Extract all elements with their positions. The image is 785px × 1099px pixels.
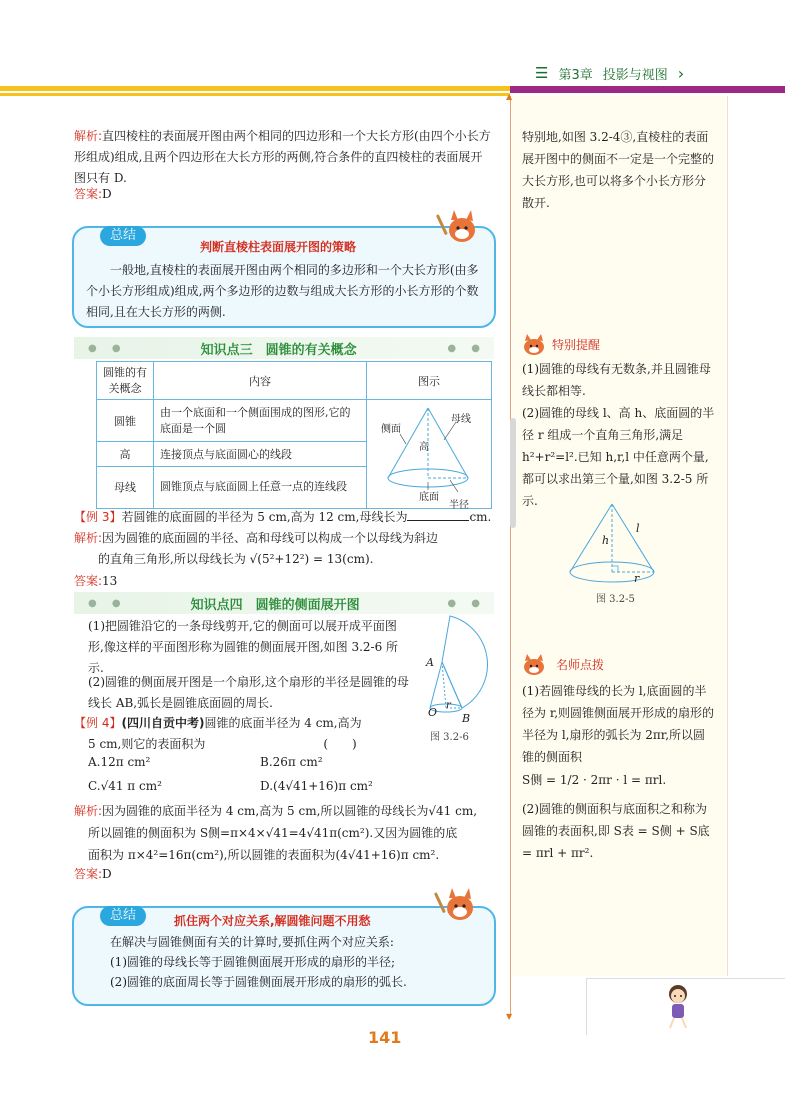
sector-diagram <box>410 612 496 722</box>
answer-label: 答案: <box>74 187 103 201</box>
example-3-solution <box>74 528 504 570</box>
example-label: 【例 3】 <box>74 510 122 524</box>
top-bar-purple <box>510 86 785 93</box>
bar-dots-right: ● ● <box>447 597 486 609</box>
figure-label-height: 高 <box>419 442 429 453</box>
table-cell-term: 母线 <box>97 466 154 508</box>
answer-row-4 <box>74 864 112 885</box>
question-unit: cm. <box>469 510 492 524</box>
example-4-question <box>74 713 414 755</box>
summary-title: 判断直棱柱表面展开图的策略 <box>200 240 357 254</box>
example-3-question <box>74 507 494 528</box>
fox-mascot-icon <box>436 206 482 248</box>
question-text: 若圆锥的底面圆的半径为 5 cm,高为 12 cm,母线长为 <box>121 510 408 524</box>
list-icon[interactable]: ☰ <box>535 64 549 82</box>
divider-arrow-bottom-icon: ▼ <box>506 1012 513 1021</box>
teacher-paragraph-1: (1)若圆锥母线的长为 l,底面圆的半径为 r,则圆锥侧面展开形成的扇形的半径为 l,扇形的弧长为 2πr,所以圆锥的侧面积 <box>522 684 715 764</box>
figure-label-radius: 半径 <box>449 500 469 511</box>
table-cell-content: 连接顶点与底面圆心的线段 <box>154 442 367 466</box>
answer-label: 答案: <box>74 867 103 881</box>
figure-caption-3-2-5: 图 3.2-5 <box>596 594 635 605</box>
summary-box-1 <box>72 226 496 328</box>
answer-value: 13 <box>102 574 118 588</box>
page-number: 141 <box>368 1028 402 1047</box>
fox-mascot-icon <box>434 884 480 926</box>
jiexi-label: 解析: <box>74 129 103 143</box>
tip-paragraph-2: (2)圆锥的母线 l、高 h、底面圆的半径 r 组成一个直角三角形,满足 h²+r²=l².已知 h,r,l 中任意两个量,都可以求出第三个量,如图 3.2-5 所示. <box>522 406 715 508</box>
teacher-tip-title: 名师点拨 <box>556 658 605 672</box>
jiexi-text: 直四棱柱的表面展开图由两个相同的四边形和一个大长方形(由四个小长方形组成)组成,且两个四边形在大长方形的两侧,符合条件的直四棱柱的表面展开图只有 D. <box>74 129 491 185</box>
jiexi-line: 所以圆锥的侧面积为 S侧=π×4×√41=4√41π(cm²).又因为圆锥的底 <box>88 826 458 840</box>
example-source: (四川自贡中考) <box>121 716 205 730</box>
sidebar-right-border <box>727 96 728 976</box>
knowledge-bar-3 <box>74 337 494 359</box>
answer-label: 答案: <box>74 574 103 588</box>
answer-paren: ( ) <box>323 737 357 751</box>
example-label: 【例 4】 <box>74 716 122 730</box>
question-line: 5 cm,则它的表面积为 <box>88 737 206 751</box>
jiexi-label: 解析: <box>74 804 103 818</box>
jiexi-line: 因为圆锥的底面圆的半径、高和母线可以构成一个以母线为斜边 <box>102 531 439 545</box>
fox-head-icon <box>520 654 548 676</box>
solution-block-1 <box>74 126 494 189</box>
jiexi-label: 解析: <box>74 531 103 545</box>
bar-dots-left: ● ● <box>88 597 127 609</box>
chapter-header[interactable] <box>535 62 775 84</box>
chevron-right-icon[interactable]: › <box>677 63 685 83</box>
sector-label-A: A <box>426 656 434 669</box>
summary-tag: 总结 <box>100 226 146 246</box>
option-C[interactable]: C.√41 π cm² <box>88 779 162 793</box>
figure-label-side: 侧面 <box>381 424 401 435</box>
table-cell-term: 圆锥 <box>97 400 154 442</box>
top-bar-yellow <box>0 86 510 91</box>
cone-label-h: h <box>602 534 610 547</box>
table-header-row <box>97 362 492 400</box>
figure-caption-3-2-6: 图 3.2-6 <box>430 732 469 743</box>
answer-value: D <box>102 187 112 201</box>
table-header: 图示 <box>367 362 492 400</box>
bar-dots-right: ● ● <box>447 342 486 354</box>
teacher-paragraph-2: (2)圆锥的侧面积与底面积之和称为圆锥的表面积,即 S表 = S侧 + S底 = πrl + πr². <box>522 802 710 860</box>
question-line: 圆锥的底面半径为 4 cm,高为 <box>204 716 362 730</box>
answer-row-1 <box>74 184 112 205</box>
jiexi-line: 的直角三角形,所以母线长为 √(5²+12²) = 13(cm). <box>98 552 374 566</box>
jiexi-line: 面积为 π×4²=16π(cm²),所以圆锥的表面积为(4√41+16)π cm². <box>88 848 440 862</box>
summary-line: 在解决与圆锥侧面有关的计算时,要抓住两个对应关系: <box>110 935 394 949</box>
chapter-label: 第3章 <box>558 67 593 83</box>
summary-tag: 总结 <box>100 906 146 926</box>
summary-body: 一般地,直棱柱的表面展开图由两个相同的多边形和一个大长方形(由多个小长方形组成)组成,两个多边形的边数与组成大长方形的小长方形的个数相同,且在大长方形的两侧. <box>86 263 479 319</box>
cone-label-r: r <box>634 572 640 585</box>
sector-label-O: O <box>428 706 438 719</box>
sector-label-r: r <box>446 700 451 711</box>
scrollbar-thumb[interactable] <box>510 418 516 528</box>
jiexi-line: 因为圆锥的底面半径为 4 cm,高为 5 cm,所以圆锥的母线长为√41 cm, <box>102 804 478 818</box>
tip-title: 特别提醒 <box>552 338 601 352</box>
fox-head-icon <box>520 334 548 356</box>
knowledge-title-4: 知识点四 圆锥的侧面展开图 <box>190 597 360 613</box>
option-B[interactable]: B.26π cm² <box>260 755 323 769</box>
table-row <box>97 400 492 442</box>
answer-blank <box>407 508 469 521</box>
table-header: 内容 <box>154 362 367 400</box>
right-cone-diagram <box>562 500 672 588</box>
option-A[interactable]: A.12π cm² <box>88 755 151 769</box>
answer-value: D <box>102 867 112 881</box>
table-cell-term: 高 <box>97 442 154 466</box>
summary-line: (2)圆锥的底面周长等于圆锥侧面展开形成的扇形的弧长. <box>110 975 407 989</box>
summary-line: (1)圆锥的母线长等于圆锥侧面展开形成的扇形的半径; <box>110 955 396 969</box>
table-cell-figure <box>367 400 492 509</box>
table-cell-content: 圆锥顶点与底面圆上任意一点的连线段 <box>154 466 367 508</box>
tip-paragraph-1: (1)圆锥的母线有无数条,并且圆锥母线长都相等. <box>522 362 711 398</box>
cone-label-l: l <box>636 522 640 535</box>
table-header: 圆锥的有关概念 <box>97 362 154 400</box>
divider-arrow-top-icon: ▲ <box>506 92 513 101</box>
bar-dots-left: ● ● <box>88 342 127 354</box>
column-divider <box>510 96 511 1016</box>
summary-title: 抓住两个对应关系,解圆锥问题不用愁 <box>174 914 371 928</box>
figure-label-base: 底面 <box>419 492 439 503</box>
option-D[interactable]: D.(4√41+16)π cm² <box>260 779 373 793</box>
knowledge-bar-4 <box>74 592 494 614</box>
sidebar-intro: 特别地,如图 3.2-4③,直棱柱的表面展开图中的侧面不一定是一个完整的大长方形,也可以将多个小长方形分散开. <box>522 130 715 210</box>
chapter-title: 投影与视图 <box>602 67 668 83</box>
summary-box-2 <box>72 906 496 1006</box>
answer-row-3 <box>74 571 117 592</box>
k4-paragraph-1: (1)把圆锥沿它的一条母线剪开,它的侧面可以展开成平面图形,像这样的平面图形称为圆锥的侧面展开图,如图 3.2-6 所示. <box>88 619 399 675</box>
figure-label-generatrix: 母线 <box>451 414 471 425</box>
example-4-solution <box>74 800 504 866</box>
knowledge-title-3: 知识点三 圆锥的有关概念 <box>200 342 357 358</box>
k4-paragraph-2: (2)圆锥的侧面展开图是一个扇形,这个扇形的半径是圆锥的母线长 AB,弧长是圆锥底面圆的周长. <box>88 675 409 710</box>
cone-concept-table <box>96 361 492 509</box>
sector-label-B: B <box>462 712 471 725</box>
girl-mascot-icon <box>660 982 696 1032</box>
top-bar-yellow-thin <box>0 93 510 96</box>
teacher-formula: S侧 = 1/2 · 2πr · l = πrl. <box>522 773 667 787</box>
table-cell-content: 由一个底面和一个侧面围成的图形,它的底面是一个圆 <box>154 400 367 442</box>
